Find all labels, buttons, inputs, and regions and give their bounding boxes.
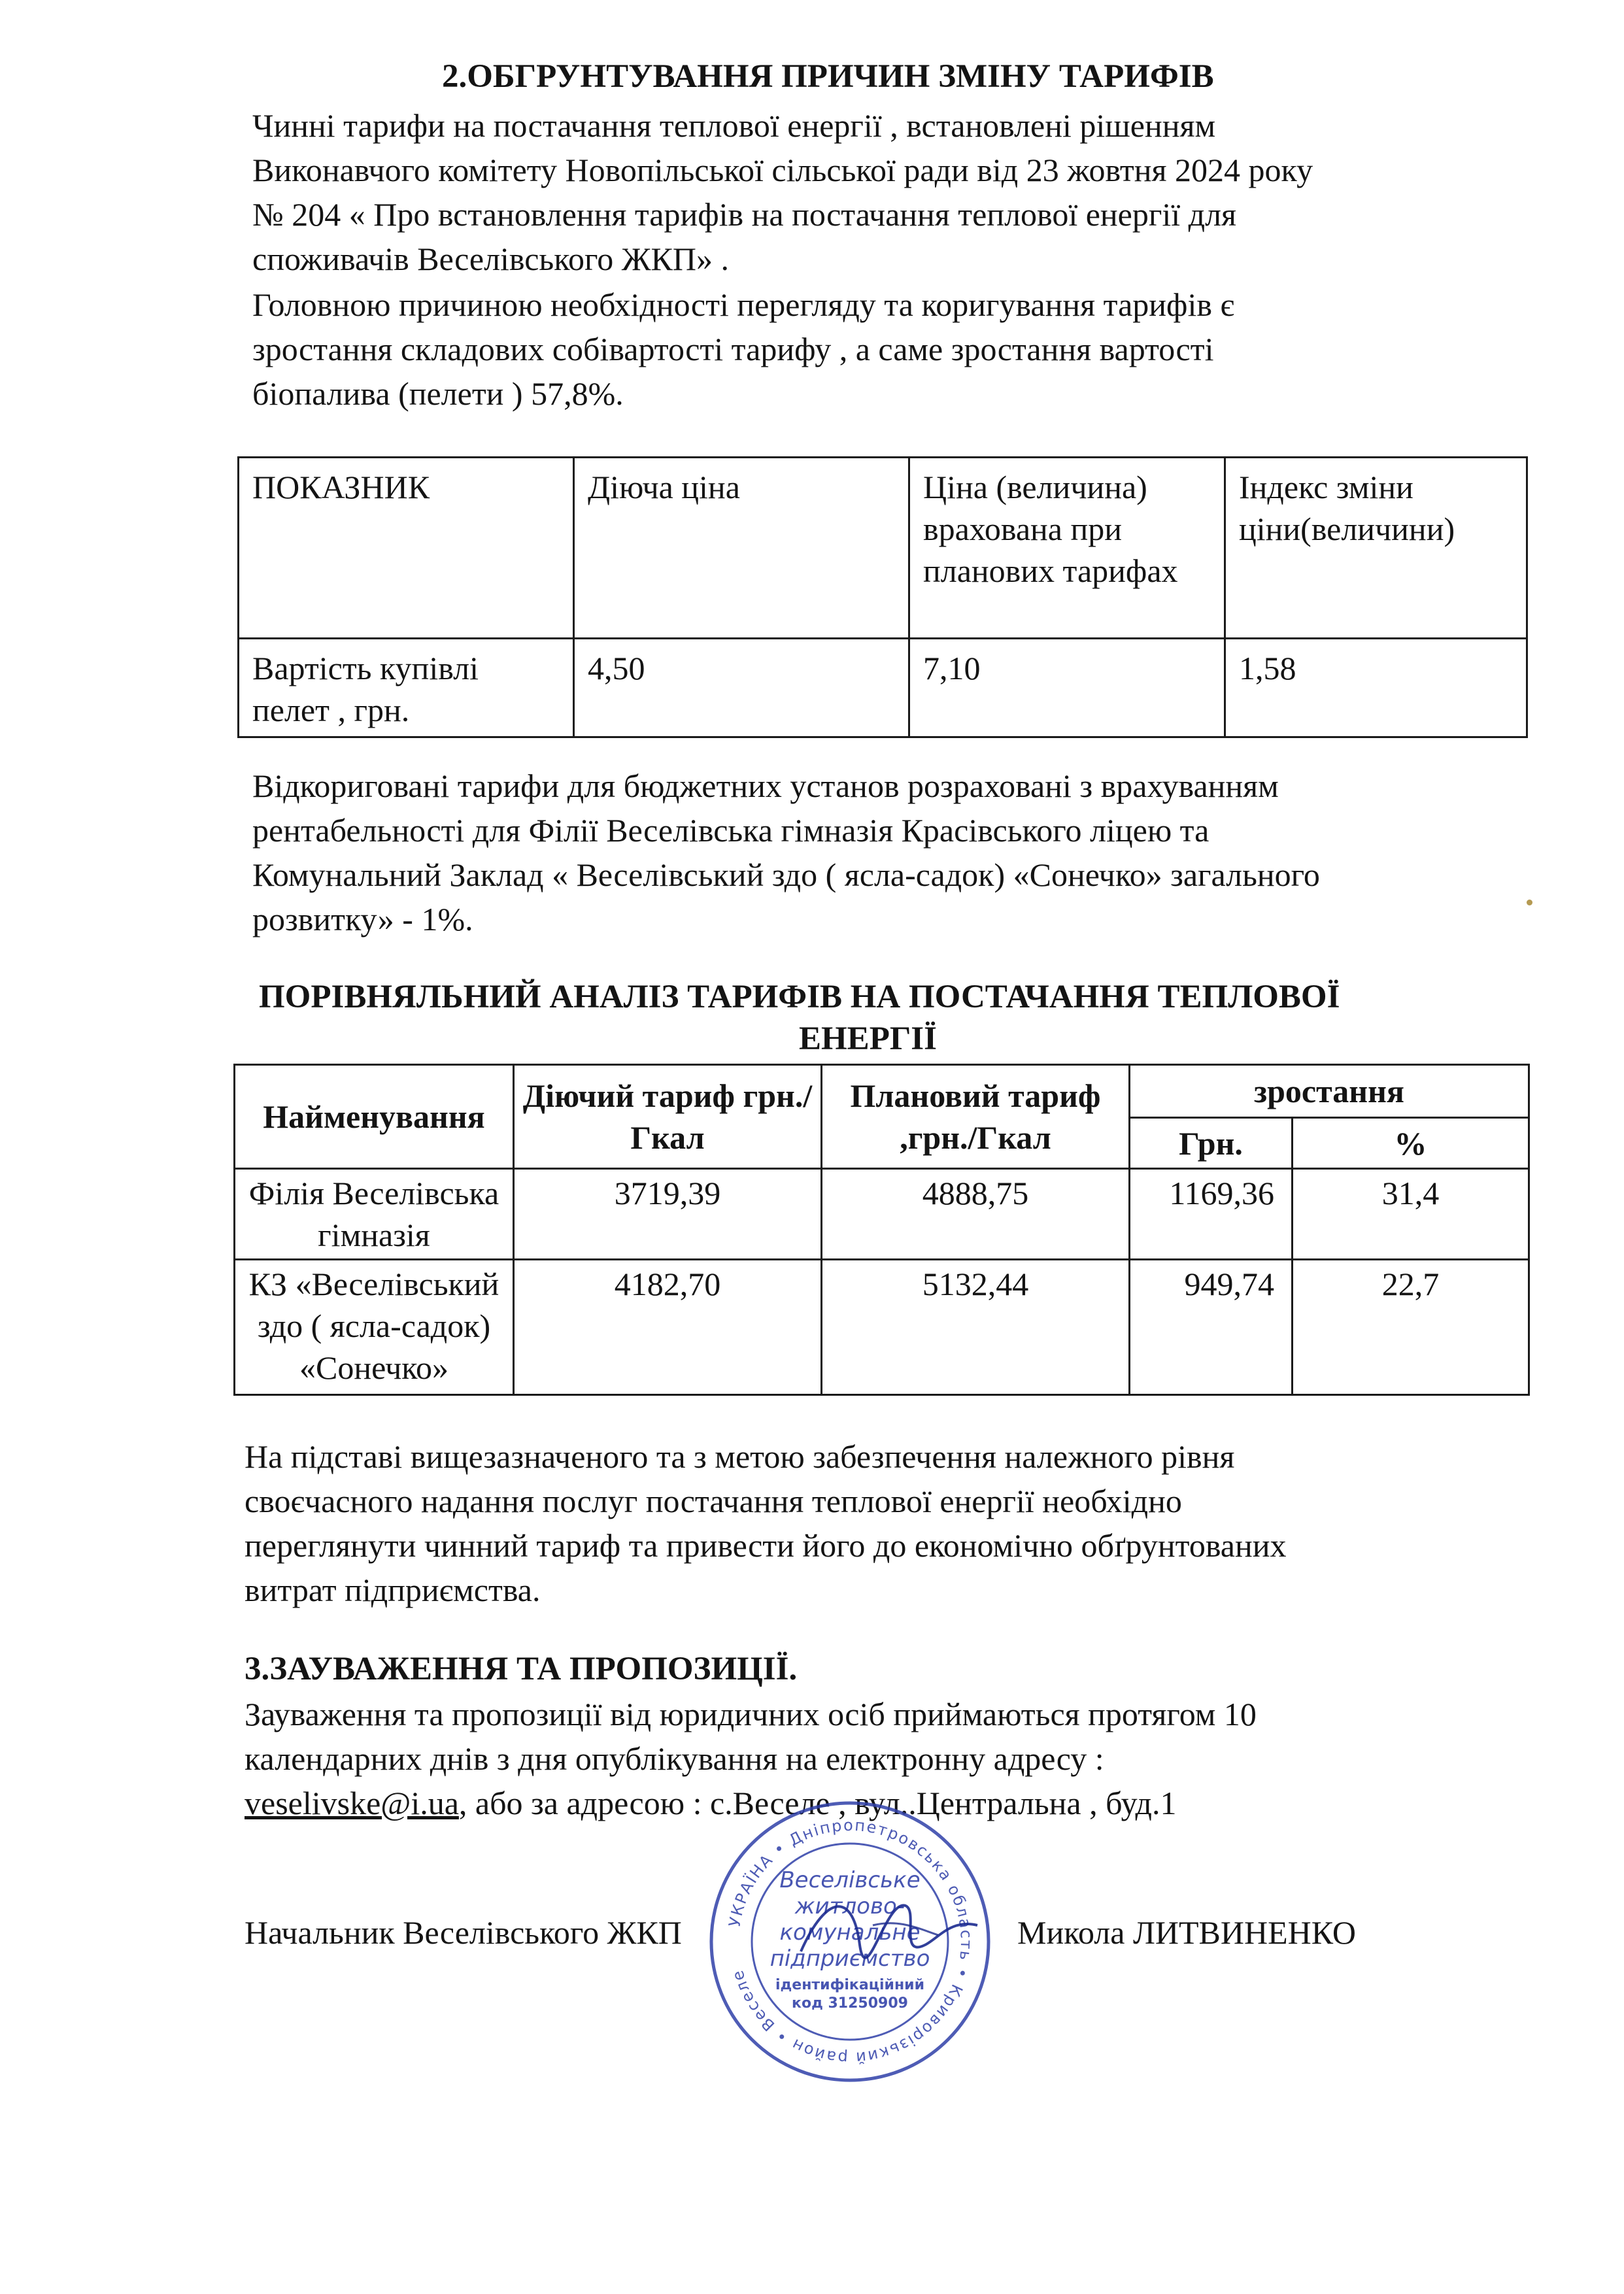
para4-line: витрат підприємства. [245,1572,541,1608]
para3-line: Комунальний Заклад « Веселівський здо ( ясла-садок) «Сонечко» загального [252,856,1320,893]
table-cell: 949,74 [1130,1260,1293,1395]
table-row [235,1260,1529,1395]
para3-line: розвитку» - 1%. [252,901,473,937]
address-text: , або за адресою : с.Веселе , вул..Центральна , буд.1 [458,1785,1177,1821]
signatory-name: Микола ЛИТВИНЕНКО [1017,1914,1356,1951]
table-header-cell: % [1293,1118,1529,1169]
table-cell: 5132,44 [822,1260,1130,1395]
stamp-graphic [703,1795,997,2089]
table-cell: Вартість купівлі пелет , грн. [239,639,574,737]
table-header-cell: ПОКАЗНИК [239,458,574,639]
section-3-title: 3.ЗАУВАЖЕННЯ ТА ПРОПОЗИЦІЇ. [245,1651,798,1687]
analysis-title: ПОРІВНЯЛЬНИЙ АНАЛІЗ ТАРИФІВ НА ПОСТАЧАННЯ ТЕПЛОВОЇ [259,979,1340,1015]
table-header-cell: Індекс зміни ціни(величини) [1225,458,1527,639]
price-index-table [237,456,1528,738]
stamp-line: ідентифікаційний [775,1977,925,1993]
table-cell: 4,50 [574,639,909,737]
table-header-cell: зростання [1130,1065,1529,1118]
tariff-comparison-table [233,1064,1530,1396]
official-stamp [703,1795,997,2089]
table-cell: 22,7 [1293,1260,1529,1395]
table-header-cell: Плановий тариф ,грн./Гкал [822,1065,1130,1169]
table-cell: 4888,75 [822,1169,1130,1260]
table-cell: 31,4 [1293,1169,1529,1260]
table-cell: 3719,39 [514,1169,822,1260]
para1-line: споживачів Веселівського ЖКП» . [252,241,730,277]
stamp-line: Веселівське [779,1867,921,1893]
table-cell: 1,58 [1225,639,1527,737]
para4-line: переглянути чинний тариф та привести його до економічно обґрунтованих [245,1527,1287,1564]
stamp-ring-text: УКРАЇНА • Дніпропетровська область • Криворізький район • Веселе [725,1815,976,2068]
para1-line: № 204 « Про встановлення тарифів на постачання теплової енергії для [252,196,1237,233]
speck [1527,900,1532,905]
table-header-cell: Діючий тариф грн./Гкал [514,1065,822,1169]
table-row [235,1169,1529,1260]
section3-line: Зауваження та пропозиції від юридичних осіб приймаються протягом 10 [245,1696,1257,1732]
para1-line: Виконавчого комітету Новопільської сільської ради від 23 жовтня 2024 року [252,152,1313,188]
stamp-line: код 31250909 [792,1995,908,2012]
stamp-line: житлово- [794,1893,905,1919]
para2-line: Головною причиною необхідності перегляду та коригування тарифів є [252,286,1234,323]
analysis-title-cont: ЕНЕРГІЇ [799,1020,937,1057]
table-cell: 4182,70 [514,1260,822,1395]
email-link[interactable]: veselivske@i.ua [245,1785,459,1821]
table-header-cell: Діюча ціна [574,458,909,639]
para2-line: біопалива (пелети ) 57,8%. [252,375,624,412]
stamp-line: підприємство [770,1946,930,1972]
stamp-line: комунальне [779,1919,921,1946]
section3-line: календарних днів з дня опублікування на електронну адресу : [245,1740,1104,1777]
table-header-cell: Найменування [235,1065,514,1169]
table-cell: 1169,36 [1130,1169,1293,1260]
table-header-cell: Грн. [1130,1118,1293,1169]
para2-line: зростання складових собівартості тарифу , а саме зростання вартості [252,331,1214,367]
section-2-title: 2.ОБГРУНТУВАННЯ ПРИЧИН ЗМІНУ ТАРИФІВ [442,58,1214,95]
table-row [239,639,1527,737]
signatory-position: Начальник Веселівського ЖКП [245,1914,682,1951]
para1-line: Чинні тарифи на постачання теплової енергії , встановлені рішенням [252,107,1216,144]
para4-line: На підставі вищезазначеного та з метою забезпечення належного рівня [245,1438,1235,1475]
table-header-cell: Ціна (величина) врахована при планових тарифах [909,458,1225,639]
para4-line: своєчасного надання послуг постачання теплової енергії необхідно [245,1483,1182,1519]
para3-line: Відкориговані тарифи для бюджетних установ розраховані з врахуванням [252,767,1279,804]
table-cell: КЗ «Веселівський здо ( ясла-садок) «Сонечко» [235,1260,514,1395]
table-cell: 7,10 [909,639,1225,737]
table-cell: Філія Веселівська гімназія [235,1169,514,1260]
table-header-row [239,458,1527,639]
table-header-row [235,1065,1529,1118]
para3-line: рентабельності для Філії Веселівська гімназія Красівського ліцею та [252,812,1210,849]
